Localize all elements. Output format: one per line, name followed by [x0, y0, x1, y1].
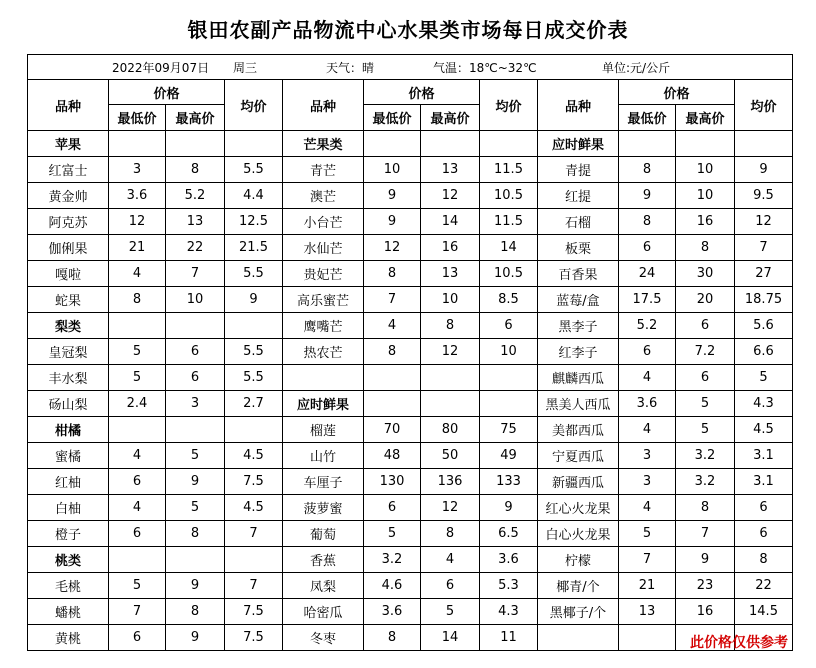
header-price: 价格 [619, 80, 735, 105]
min-price-cell: 9 [364, 209, 421, 235]
min-price-cell: 130 [364, 469, 421, 495]
avg-price-cell: 4.3 [735, 391, 793, 417]
table-row [28, 391, 793, 417]
table-row [28, 209, 793, 235]
min-price-cell [109, 417, 166, 443]
header-min: 最低价 [109, 105, 166, 131]
variety-cell: 黄金帅 [28, 183, 109, 209]
table-row [28, 183, 793, 209]
max-price-cell [421, 131, 480, 157]
category-label: 桃类 [28, 547, 109, 573]
max-price-cell: 16 [676, 209, 735, 235]
min-price-cell: 3 [619, 469, 676, 495]
min-price-cell: 6 [109, 625, 166, 651]
min-price-cell: 8 [109, 287, 166, 313]
min-price-cell: 3.6 [364, 599, 421, 625]
min-price-cell: 10 [364, 157, 421, 183]
avg-price-cell: 4.4 [225, 183, 283, 209]
table-row [28, 261, 793, 287]
temperature-text: 气温：18℃~32℃ [433, 61, 537, 75]
variety-cell: 美都西瓜 [538, 417, 619, 443]
variety-cell: 黄桃 [28, 625, 109, 651]
min-price-cell [364, 365, 421, 391]
max-price-cell: 7.2 [676, 339, 735, 365]
max-price-cell: 8 [676, 495, 735, 521]
max-price-cell: 30 [676, 261, 735, 287]
variety-cell: 柠檬 [538, 547, 619, 573]
max-price-cell: 6 [676, 313, 735, 339]
page-title: 银田农副产品物流中心水果类市场每日成交价表 [187, 18, 629, 42]
min-price-cell: 70 [364, 417, 421, 443]
variety-cell: 蓝莓/盒 [538, 287, 619, 313]
variety-cell: 白柚 [28, 495, 109, 521]
variety-cell: 菠萝蜜 [283, 495, 364, 521]
avg-price-cell: 9 [735, 157, 793, 183]
header-max: 最高价 [421, 105, 480, 131]
variety-cell: 凤梨 [283, 573, 364, 599]
avg-price-cell: 133 [480, 469, 538, 495]
avg-price-cell: 6.6 [735, 339, 793, 365]
table-row [28, 313, 793, 339]
max-price-cell: 20 [676, 287, 735, 313]
avg-price-cell: 6.5 [480, 521, 538, 547]
table-row [28, 417, 793, 443]
avg-price-cell: 7.5 [225, 625, 283, 651]
max-price-cell: 50 [421, 443, 480, 469]
max-price-cell: 8 [421, 521, 480, 547]
avg-price-cell: 3.6 [480, 547, 538, 573]
max-price-cell: 9 [166, 573, 225, 599]
variety-cell: 红心火龙果 [538, 495, 619, 521]
max-price-cell: 23 [676, 573, 735, 599]
variety-cell: 宁夏西瓜 [538, 443, 619, 469]
avg-price-cell: 27 [735, 261, 793, 287]
variety-cell: 贵妃芒 [283, 261, 364, 287]
avg-price-cell: 5.3 [480, 573, 538, 599]
max-price-cell: 3 [166, 391, 225, 417]
avg-price-cell: 6 [735, 521, 793, 547]
table-row [28, 573, 793, 599]
min-price-cell: 8 [619, 209, 676, 235]
header-max: 最高价 [166, 105, 225, 131]
max-price-cell [166, 547, 225, 573]
avg-price-cell: 11 [480, 625, 538, 651]
variety-cell: 蛇果 [28, 287, 109, 313]
min-price-cell: 2.4 [109, 391, 166, 417]
header-row-1 [28, 80, 793, 105]
max-price-cell [166, 131, 225, 157]
unit-text: 单位:元/公斤 [602, 61, 671, 75]
min-price-cell: 5 [619, 521, 676, 547]
min-price-cell: 3 [619, 443, 676, 469]
avg-price-cell: 4.3 [480, 599, 538, 625]
disclaimer-text: 此价格仅供参考 [690, 635, 788, 651]
max-price-cell: 5 [676, 391, 735, 417]
max-price-cell: 5 [166, 443, 225, 469]
min-price-cell: 12 [364, 235, 421, 261]
price-table [27, 54, 793, 651]
max-price-cell: 13 [421, 261, 480, 287]
min-price-cell: 8 [364, 625, 421, 651]
avg-price-cell: 11.5 [480, 209, 538, 235]
min-price-cell [109, 547, 166, 573]
max-price-cell: 8 [166, 521, 225, 547]
table-row [28, 625, 793, 651]
avg-price-cell: 3.1 [735, 443, 793, 469]
header-min: 最低价 [364, 105, 421, 131]
avg-price-cell: 7.5 [225, 599, 283, 625]
table-row [28, 365, 793, 391]
category-label: 应时鲜果 [283, 391, 364, 417]
avg-price-cell [225, 131, 283, 157]
avg-price-cell: 14 [480, 235, 538, 261]
variety-cell: 麒麟西瓜 [538, 365, 619, 391]
max-price-cell: 10 [676, 183, 735, 209]
header-row-2 [28, 105, 793, 131]
max-price-cell: 10 [676, 157, 735, 183]
max-price-cell: 8 [421, 313, 480, 339]
min-price-cell: 6 [619, 339, 676, 365]
max-price-cell: 3.2 [676, 469, 735, 495]
avg-price-cell: 75 [480, 417, 538, 443]
min-price-cell: 3 [109, 157, 166, 183]
min-price-cell: 4 [619, 365, 676, 391]
min-price-cell: 7 [364, 287, 421, 313]
max-price-cell: 12 [421, 339, 480, 365]
avg-price-cell: 9 [480, 495, 538, 521]
avg-price-cell [480, 131, 538, 157]
variety-cell: 鹰嘴芒 [283, 313, 364, 339]
table-row [28, 443, 793, 469]
min-price-cell: 5 [364, 521, 421, 547]
avg-price-cell: 9 [225, 287, 283, 313]
min-price-cell: 4 [109, 443, 166, 469]
header-avg: 均价 [480, 80, 538, 131]
max-price-cell: 6 [676, 365, 735, 391]
variety-cell: 黑美人西瓜 [538, 391, 619, 417]
avg-price-cell: 18.75 [735, 287, 793, 313]
variety-cell: 黑椰子/个 [538, 599, 619, 625]
min-price-cell [619, 625, 676, 651]
avg-price-cell: 21.5 [225, 235, 283, 261]
avg-price-cell [225, 313, 283, 339]
table-row [28, 599, 793, 625]
variety-cell: 伽俐果 [28, 235, 109, 261]
max-price-cell: 6 [166, 365, 225, 391]
variety-cell [283, 365, 364, 391]
variety-cell: 嘎啦 [28, 261, 109, 287]
variety-cell: 椰青/个 [538, 573, 619, 599]
avg-price-cell: 49 [480, 443, 538, 469]
min-price-cell: 6 [364, 495, 421, 521]
variety-cell: 白心火龙果 [538, 521, 619, 547]
min-price-cell: 7 [109, 599, 166, 625]
avg-price-cell [225, 547, 283, 573]
avg-price-cell: 10 [480, 339, 538, 365]
min-price-cell [619, 131, 676, 157]
variety-cell: 车厘子 [283, 469, 364, 495]
variety-cell: 冬枣 [283, 625, 364, 651]
variety-cell: 热农芒 [283, 339, 364, 365]
max-price-cell: 6 [166, 339, 225, 365]
avg-price-cell: 12.5 [225, 209, 283, 235]
min-price-cell [109, 131, 166, 157]
avg-price-cell: 11.5 [480, 157, 538, 183]
avg-price-cell: 3.1 [735, 469, 793, 495]
category-label: 苹果 [28, 131, 109, 157]
max-price-cell: 7 [676, 521, 735, 547]
max-price-cell: 14 [421, 625, 480, 651]
variety-cell: 红李子 [538, 339, 619, 365]
min-price-cell: 5.2 [619, 313, 676, 339]
variety-cell: 蟠桃 [28, 599, 109, 625]
category-label: 柑橘 [28, 417, 109, 443]
avg-price-cell: 8.5 [480, 287, 538, 313]
max-price-cell: 12 [421, 183, 480, 209]
min-price-cell: 8 [619, 157, 676, 183]
min-price-cell: 9 [364, 183, 421, 209]
min-price-cell: 5 [109, 365, 166, 391]
min-price-cell: 3.2 [364, 547, 421, 573]
max-price-cell: 7 [166, 261, 225, 287]
max-price-cell: 9 [166, 469, 225, 495]
variety-cell: 小台芒 [283, 209, 364, 235]
table-row [28, 547, 793, 573]
min-price-cell: 9 [619, 183, 676, 209]
variety-cell: 高乐蜜芒 [283, 287, 364, 313]
max-price-cell [166, 417, 225, 443]
min-price-cell: 21 [109, 235, 166, 261]
variety-cell: 水仙芒 [283, 235, 364, 261]
variety-cell: 丰水梨 [28, 365, 109, 391]
variety-cell: 葡萄 [283, 521, 364, 547]
table-row [28, 235, 793, 261]
variety-cell: 百香果 [538, 261, 619, 287]
variety-cell: 蜜橘 [28, 443, 109, 469]
min-price-cell: 6 [109, 521, 166, 547]
variety-cell: 砀山梨 [28, 391, 109, 417]
variety-cell: 黑李子 [538, 313, 619, 339]
avg-price-cell: 7 [735, 235, 793, 261]
avg-price-cell: 10.5 [480, 183, 538, 209]
avg-price-cell: 5.5 [225, 261, 283, 287]
avg-price-cell [735, 131, 793, 157]
variety-cell: 哈密瓜 [283, 599, 364, 625]
info-row [28, 55, 793, 80]
min-price-cell: 3.6 [109, 183, 166, 209]
avg-price-cell: 5.5 [225, 339, 283, 365]
header-min: 最低价 [619, 105, 676, 131]
variety-cell: 橙子 [28, 521, 109, 547]
variety-cell: 榴莲 [283, 417, 364, 443]
max-price-cell: 5.2 [166, 183, 225, 209]
variety-cell: 澳芒 [283, 183, 364, 209]
avg-price-cell: 5.5 [225, 157, 283, 183]
header-avg: 均价 [735, 80, 793, 131]
max-price-cell [166, 313, 225, 339]
avg-price-cell: 7 [225, 573, 283, 599]
min-price-cell: 7 [619, 547, 676, 573]
header-variety: 品种 [28, 80, 109, 131]
min-price-cell: 12 [109, 209, 166, 235]
variety-cell: 板栗 [538, 235, 619, 261]
min-price-cell: 13 [619, 599, 676, 625]
max-price-cell: 9 [166, 625, 225, 651]
min-price-cell: 4 [364, 313, 421, 339]
avg-price-cell: 8 [735, 547, 793, 573]
max-price-cell: 13 [421, 157, 480, 183]
avg-price-cell: 12 [735, 209, 793, 235]
avg-price-cell: 22 [735, 573, 793, 599]
category-label: 梨类 [28, 313, 109, 339]
variety-cell: 阿克苏 [28, 209, 109, 235]
max-price-cell: 10 [421, 287, 480, 313]
variety-cell: 石榴 [538, 209, 619, 235]
min-price-cell [109, 313, 166, 339]
header-price: 价格 [109, 80, 225, 105]
min-price-cell: 4 [109, 261, 166, 287]
max-price-cell: 22 [166, 235, 225, 261]
header-price: 价格 [364, 80, 480, 105]
max-price-cell: 3.2 [676, 443, 735, 469]
max-price-cell: 5 [166, 495, 225, 521]
weekday-text: 周三 [233, 61, 258, 75]
avg-price-cell: 4.5 [225, 495, 283, 521]
variety-cell: 香蕉 [283, 547, 364, 573]
max-price-cell: 8 [166, 157, 225, 183]
min-price-cell: 4.6 [364, 573, 421, 599]
variety-cell: 山竹 [283, 443, 364, 469]
max-price-cell: 12 [421, 495, 480, 521]
avg-price-cell [225, 417, 283, 443]
max-price-cell: 136 [421, 469, 480, 495]
avg-price-cell [480, 365, 538, 391]
avg-price-cell: 5 [735, 365, 793, 391]
header-variety: 品种 [538, 80, 619, 131]
avg-price-cell: 14.5 [735, 599, 793, 625]
max-price-cell: 8 [676, 235, 735, 261]
date-text: 2022年09月07日 [112, 61, 210, 75]
min-price-cell [364, 391, 421, 417]
min-price-cell: 5 [109, 339, 166, 365]
max-price-cell: 5 [421, 599, 480, 625]
avg-price-cell: 2.7 [225, 391, 283, 417]
variety-cell: 毛桃 [28, 573, 109, 599]
max-price-cell: 10 [166, 287, 225, 313]
table-row [28, 469, 793, 495]
max-price-cell [421, 365, 480, 391]
header-variety: 品种 [283, 80, 364, 131]
min-price-cell: 6 [109, 469, 166, 495]
min-price-cell: 21 [619, 573, 676, 599]
max-price-cell: 80 [421, 417, 480, 443]
table-row [28, 521, 793, 547]
category-label: 芒果类 [283, 131, 364, 157]
max-price-cell: 13 [166, 209, 225, 235]
avg-price-cell [480, 391, 538, 417]
variety-cell: 红柚 [28, 469, 109, 495]
max-price-cell [676, 131, 735, 157]
min-price-cell: 8 [364, 339, 421, 365]
header-avg: 均价 [225, 80, 283, 131]
min-price-cell: 48 [364, 443, 421, 469]
min-price-cell [364, 131, 421, 157]
table-row [28, 495, 793, 521]
max-price-cell: 8 [166, 599, 225, 625]
max-price-cell: 5 [676, 417, 735, 443]
avg-price-cell: 6 [480, 313, 538, 339]
table-row [28, 287, 793, 313]
avg-price-cell: 5.6 [735, 313, 793, 339]
variety-cell: 新疆西瓜 [538, 469, 619, 495]
table-row [28, 339, 793, 365]
min-price-cell: 4 [109, 495, 166, 521]
table-row [28, 157, 793, 183]
variety-cell: 红提 [538, 183, 619, 209]
avg-price-cell: 4.5 [225, 443, 283, 469]
max-price-cell: 14 [421, 209, 480, 235]
variety-cell: 红富士 [28, 157, 109, 183]
min-price-cell: 4 [619, 417, 676, 443]
variety-cell [538, 625, 619, 651]
min-price-cell: 6 [619, 235, 676, 261]
table-row [28, 131, 793, 157]
info-cell [28, 55, 793, 80]
avg-price-cell: 10.5 [480, 261, 538, 287]
min-price-cell: 24 [619, 261, 676, 287]
avg-price-cell: 4.5 [735, 417, 793, 443]
category-label: 应时鲜果 [538, 131, 619, 157]
avg-price-cell: 6 [735, 495, 793, 521]
max-price-cell: 6 [421, 573, 480, 599]
weather-text: 天气：晴 [326, 61, 375, 75]
avg-price-cell: 5.5 [225, 365, 283, 391]
max-price-cell: 16 [421, 235, 480, 261]
min-price-cell: 3.6 [619, 391, 676, 417]
max-price-cell: 16 [676, 599, 735, 625]
min-price-cell: 4 [619, 495, 676, 521]
min-price-cell: 17.5 [619, 287, 676, 313]
header-max: 最高价 [676, 105, 735, 131]
max-price-cell: 4 [421, 547, 480, 573]
avg-price-cell: 9.5 [735, 183, 793, 209]
variety-cell: 青芒 [283, 157, 364, 183]
variety-cell: 青提 [538, 157, 619, 183]
max-price-cell: 9 [676, 547, 735, 573]
max-price-cell [421, 391, 480, 417]
avg-price-cell: 7 [225, 521, 283, 547]
variety-cell: 皇冠梨 [28, 339, 109, 365]
min-price-cell: 5 [109, 573, 166, 599]
avg-price-cell: 7.5 [225, 469, 283, 495]
min-price-cell: 8 [364, 261, 421, 287]
